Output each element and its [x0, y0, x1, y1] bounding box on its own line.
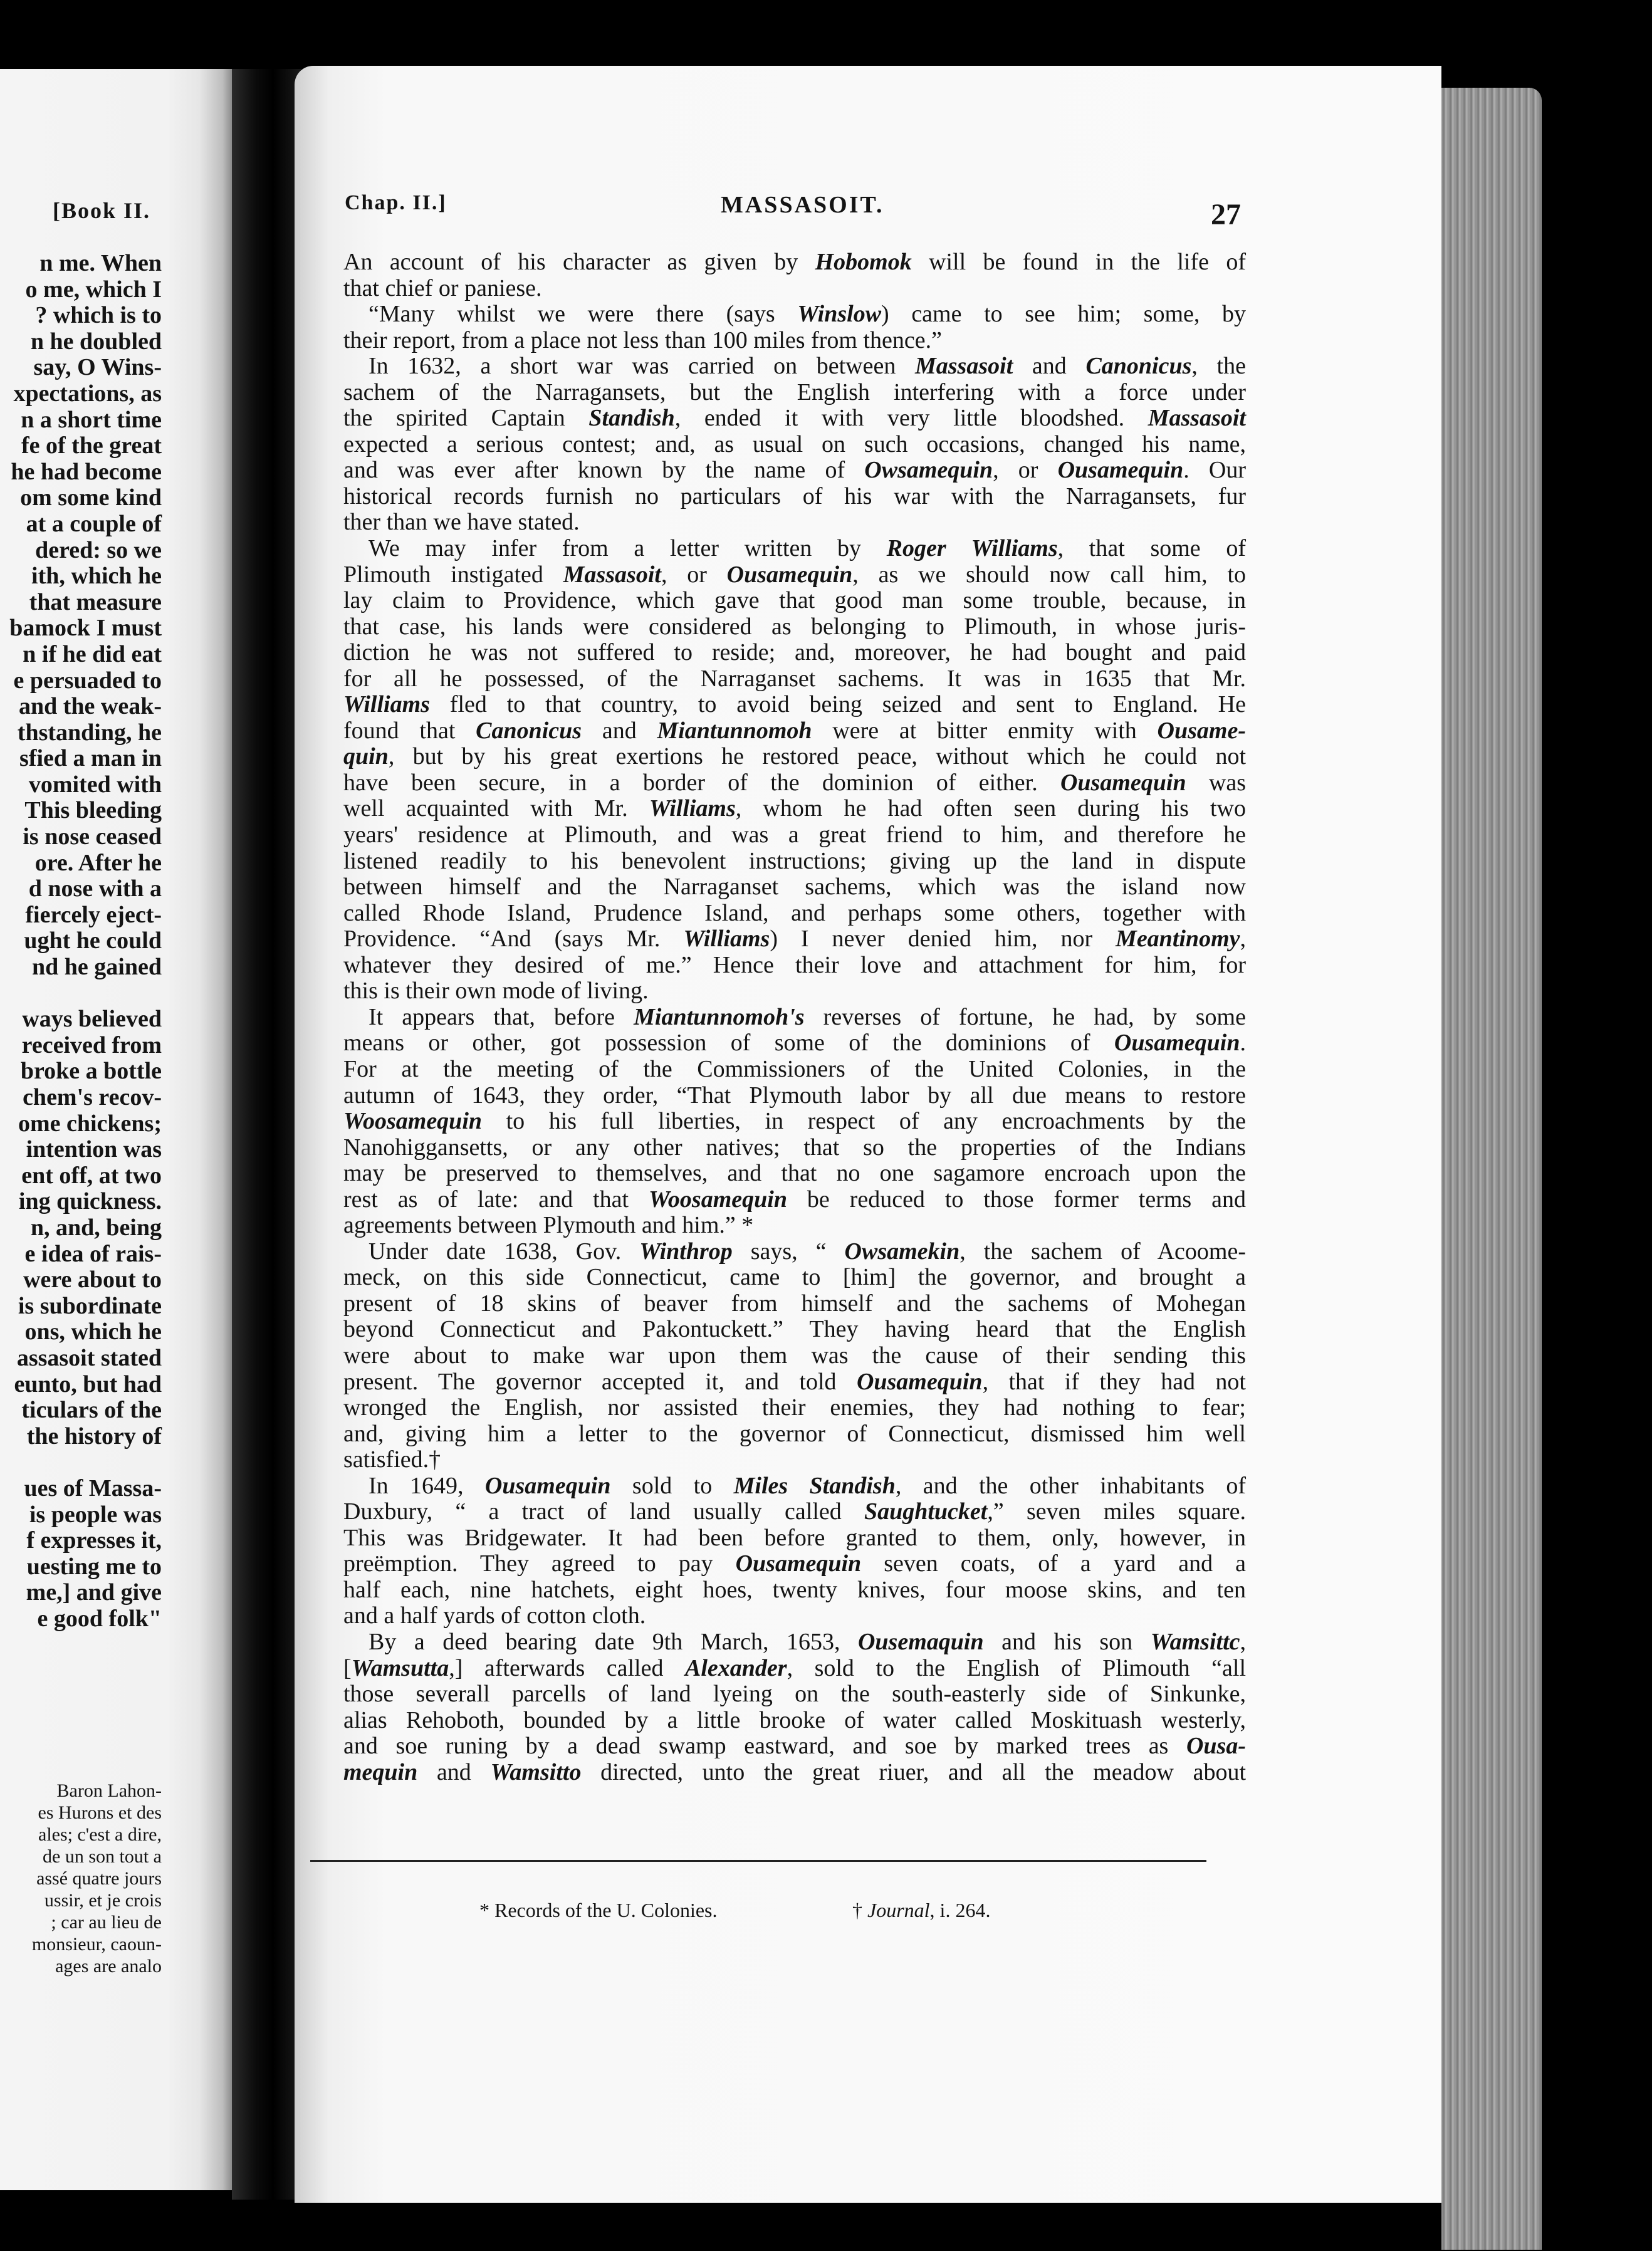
- body-line: lay claim to Providence, which gave that good man some trouble, because, in: [343, 587, 1246, 614]
- chapter-label: Chap. II.]: [345, 191, 447, 214]
- left-footnote-line: ales; c'est a dire,: [38, 1824, 162, 1845]
- body-line: Duxbury, “ a tract of land usually called Saughtucket,” seven miles square.: [343, 1498, 1246, 1525]
- body-line: Nanohiggansetts, or any other natives; that so the properties of the Indians: [343, 1134, 1246, 1161]
- left-page-line: the history of: [26, 1423, 162, 1449]
- body-line: beyond Connecticut and Pakontuckett.” They having heard that the English: [343, 1316, 1246, 1343]
- left-page-line: n, and, being: [30, 1214, 162, 1241]
- left-footnote-line: ; car au lieu de: [51, 1912, 162, 1933]
- left-page-line: broke a bottle: [20, 1058, 162, 1085]
- left-page-line: nd he gained: [32, 954, 162, 981]
- left-page-line: bamock I must: [9, 615, 162, 642]
- footnote-journal: [852, 1899, 990, 1922]
- body-line: ther than we have stated.: [343, 509, 580, 536]
- body-line: Providence. “And (says Mr. Williams) I never denied him, nor Meantinomy,: [343, 926, 1246, 953]
- body-line: mequin and Wamsitto directed, unto the great riuer, and all the meadow about: [343, 1758, 1247, 1785]
- left-page-line: ome chickens;: [18, 1110, 162, 1137]
- left-page-line: ticulars of the: [21, 1397, 162, 1424]
- body-line: [Wamsutta,] afterwards called Alexander, sold to the English of Plimouth “all: [343, 1654, 1247, 1681]
- body-line: for all he possessed, of the Narraganset sachems. It was in 1635 that Mr.: [343, 665, 1246, 692]
- body-line: sachem of the Narragansets, but the English interfering with a force under: [343, 379, 1246, 405]
- left-page-line: fe of the great: [21, 432, 162, 459]
- left-page-line: [9, 1449, 162, 1476]
- left-page-line: ith, which he: [31, 563, 162, 590]
- body-line: and soe runing by a dead swamp eastward, and soe by marked trees as Ousa-: [343, 1733, 1246, 1760]
- left-page-line: xpectations, as: [13, 380, 162, 407]
- left-footnote-line: de un son tout a: [43, 1846, 162, 1867]
- left-page-line: ent off, at two: [21, 1162, 162, 1189]
- body-line: “Many whilst we were there (says Winslow) came to see him; some, by: [369, 301, 1246, 328]
- left-page-line: at a couple of: [26, 510, 162, 537]
- body-line: listened readily to his benevolent instructions; giving up the land in dispute: [343, 847, 1246, 874]
- left-page-line: e idea of rais-: [24, 1240, 162, 1267]
- left-footnote-line: ages are analo: [55, 1956, 162, 1977]
- left-page-line: is people was: [29, 1501, 162, 1528]
- body-line: half each, nine hatchets, eight hoes, twenty knives, four moose skins, and ten: [343, 1576, 1246, 1603]
- page-edges: [1441, 88, 1542, 2250]
- body-line: Woosamequin to his full liberties, in respect of any encroachments by the: [343, 1108, 1246, 1135]
- body-line: alias Rehoboth, bounded by a little brooke of water called Moskituash westerly,: [343, 1706, 1246, 1733]
- body-line: the spirited Captain Standish, ended it with very little bloodshed. Massasoit: [343, 405, 1246, 432]
- left-page-line: me,] and give: [26, 1579, 162, 1606]
- left-page-line: intention was: [26, 1136, 162, 1163]
- left-page-line: n if he did eat: [23, 640, 162, 667]
- left-page-line: ing quickness.: [18, 1188, 162, 1215]
- book-gutter: [232, 69, 301, 2200]
- body-line: may be preserved to themselves, and that no one sagamore encroach upon the: [343, 1160, 1246, 1187]
- body-line: and was ever after known by the name of Owsamequin, or Ousamequin. Our: [343, 457, 1246, 484]
- body-line: We may infer from a letter written by Roger Williams, that some of: [369, 535, 1246, 562]
- left-page-line: ? which is to: [35, 302, 162, 329]
- left-page-line: assasoit stated: [16, 1344, 162, 1371]
- left-page-line: uesting me to: [26, 1553, 162, 1580]
- body-line: It appears that, before Miantunnomoh's reverses of fortune, he had, by some: [369, 1003, 1246, 1030]
- body-line: For at the meeting of the Commissioners of the United Colonies, in the: [343, 1055, 1246, 1082]
- body-line: that chief or paniese.: [343, 274, 542, 301]
- left-page-line: ught he could: [24, 927, 162, 954]
- body-line: meck, on this side Connecticut, came to [him] the governor, and brought a: [343, 1264, 1246, 1291]
- body-line: their report, from a place not less than 100 miles from thence.”: [343, 326, 942, 353]
- body-line: rest as of late: and that Woosamequin be reduced to those former terms and: [343, 1186, 1246, 1213]
- facing-page-left: [0, 69, 232, 2190]
- left-page-line: fiercely eject-: [25, 901, 162, 928]
- footnote-journal-title: Journal: [867, 1899, 930, 1921]
- body-line: preëmption. They agreed to pay Ousamequin seven coats, of a yard and a: [343, 1550, 1246, 1577]
- body-line: An account of his character as given by Hobomok will be found in the life of: [343, 249, 1246, 275]
- body-line: In 1632, a short war was carried on between Massasoit and Canonicus, the: [369, 353, 1246, 380]
- body-line: historical records furnish no particulars of his war with the Narragansets, fur: [343, 483, 1246, 509]
- left-page-line: o me, which I: [25, 276, 162, 303]
- left-page-line: e good folk": [37, 1605, 162, 1632]
- left-page-line: f expresses it,: [26, 1527, 162, 1554]
- left-page-line: dered: so we: [35, 536, 162, 563]
- footnote-rule: [310, 1860, 1206, 1862]
- page-body-text: [343, 249, 1246, 1785]
- left-page-line: were about to: [23, 1267, 162, 1293]
- body-line: were about to make war upon them was the cause of their sending this: [343, 1342, 1246, 1369]
- footnote-records: * Records of the U. Colonies.: [479, 1899, 718, 1921]
- page-number: 27: [1211, 198, 1241, 231]
- body-line: In 1649, Ousamequin sold to Miles Standish, and the other inhabitants of: [369, 1472, 1247, 1499]
- left-running-head: [Book II.: [53, 198, 151, 223]
- left-page-line: sfied a man in: [19, 745, 162, 772]
- left-page-line: he had become: [11, 458, 162, 485]
- body-line: present of 18 skins of beaver from himself and the sachems of Mohegan: [343, 1290, 1246, 1317]
- body-line: between himself and the Narraganset sachems, which was the island now: [343, 874, 1246, 901]
- left-page-line: received from: [21, 1031, 162, 1058]
- left-page-line: and the weak-: [18, 693, 162, 720]
- left-page-line: n me. When: [39, 250, 162, 276]
- left-page-line: ons, which he: [24, 1319, 162, 1345]
- body-line: those severall parcells of land lyeing on the south-easterly side of Sinkunke,: [343, 1681, 1246, 1708]
- left-page-line: [9, 981, 162, 1007]
- body-line: that case, his lands were considered as belonging to Plimouth, in whose juris-: [343, 613, 1246, 640]
- body-line: and a half yards of cotton cloth.: [343, 1602, 646, 1629]
- body-line: diction he was not suffered to reside; and, moreover, he had bought and paid: [343, 639, 1246, 666]
- left-footnote-line: assé quatre jours: [36, 1868, 162, 1889]
- body-line: wronged the English, nor assisted their enemies, they had nothing to fear;: [343, 1394, 1246, 1421]
- body-line: expected a serious contest; and, as usual on such occasions, changed his name,: [343, 431, 1246, 457]
- left-page-line: chem's recov-: [23, 1084, 162, 1110]
- footnote-journal-ref: , i. 264.: [929, 1899, 991, 1921]
- body-line: quin, but by his great exertions he restored peace, without which he could not: [343, 743, 1246, 770]
- body-line: present. The governor accepted it, and told Ousamequin, that if they had not: [343, 1368, 1246, 1395]
- left-footnote-line: ussir, et je crois: [44, 1890, 162, 1911]
- body-line: means or other, got possession of some of the dominions of Ousamequin.: [343, 1030, 1246, 1057]
- left-page-line: thstanding, he: [17, 719, 162, 746]
- left-footnote-line: es Hurons et des: [38, 1802, 162, 1823]
- body-line: have been secure, in a border of the dominion of either. Ousamequin was: [343, 769, 1246, 796]
- left-page-line: ore. After he: [34, 849, 162, 876]
- body-line: agreements between Plymouth and him.” *: [343, 1212, 754, 1239]
- left-footnote-line: monsieur, caoun-: [31, 1934, 162, 1955]
- body-line: called Rhode Island, Prudence Island, and perhaps some others, together with: [343, 899, 1246, 926]
- body-line: found that Canonicus and Miantunnomoh were at bitter enmity with Ousame-: [343, 717, 1246, 744]
- left-page-footnotes: [32, 1780, 162, 1977]
- body-line: Plimouth instigated Massasoit, or Ousamequin, as we should now call him, to: [343, 561, 1246, 588]
- body-line: By a deed bearing date 9th March, 1653, Ousemaquin and his son Wamsittc,: [369, 1628, 1246, 1655]
- left-page-line: e persuaded to: [13, 667, 162, 694]
- left-page-line: that measure: [29, 588, 162, 615]
- left-page-line: is nose ceased: [23, 823, 162, 850]
- body-line: satisfied.†: [343, 1446, 441, 1473]
- left-page-line: say, O Wins-: [33, 354, 162, 381]
- footnote-mark: †: [852, 1899, 867, 1921]
- left-page-line: ways believed: [22, 1006, 162, 1033]
- body-line: Under date 1638, Gov. Winthrop says, “ Owsamekin, the sachem of Acoome-: [369, 1238, 1247, 1265]
- left-page-line: n he doubled: [30, 328, 162, 355]
- body-line: and, giving him a letter to the governor of Connecticut, dismissed him well: [343, 1420, 1246, 1447]
- body-line: This was Bridgewater. It had been before granted to them, only, however, in: [343, 1524, 1246, 1551]
- body-line: whatever they desired of me.” Hence their love and attachment for him, for: [343, 951, 1246, 978]
- left-page-line: d nose with a: [28, 875, 162, 902]
- left-page-text: [9, 251, 162, 1632]
- body-line: this is their own mode of living.: [343, 978, 649, 1005]
- running-title: MASSASOIT.: [721, 192, 884, 218]
- left-page-line: om some kind: [20, 484, 162, 511]
- left-page-line: eunto, but had: [14, 1371, 162, 1397]
- left-footnote-line: Baron Lahon-: [56, 1780, 162, 1801]
- left-page-line: ues of Massa-: [24, 1475, 162, 1502]
- body-line: autumn of 1643, they order, “That Plymouth labor by all due means to restore: [343, 1082, 1246, 1109]
- left-page-line: n a short time: [21, 406, 162, 433]
- left-page-line: This bleeding: [24, 797, 162, 824]
- left-page-line: vomited with: [28, 771, 162, 798]
- body-line: well acquainted with Mr. Williams, whom he had often seen during his two: [343, 795, 1246, 822]
- left-page-line: is subordinate: [18, 1292, 162, 1319]
- body-line: Williams fled to that country, to avoid being seized and sent to England. He: [343, 691, 1246, 718]
- body-line: years' residence at Plimouth, and was a great friend to him, and therefore he: [343, 822, 1246, 849]
